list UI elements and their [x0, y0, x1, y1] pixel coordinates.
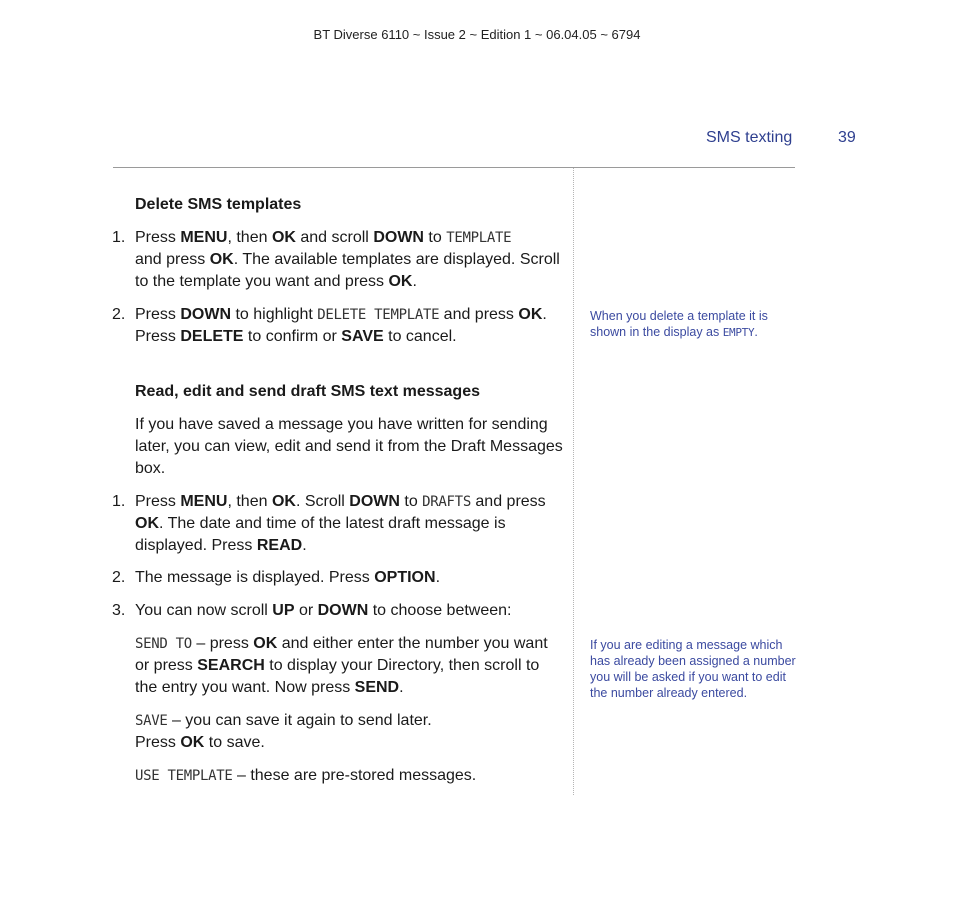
- text: .: [412, 273, 417, 290]
- side-note-editing: If you are editing a message which has already been assigned a number you will be asked if you want to edit the number already entered.: [590, 638, 796, 700]
- text: You can now scroll: [135, 602, 273, 619]
- key-save: SAVE: [341, 328, 384, 345]
- text: and press: [135, 251, 210, 268]
- text: Press: [135, 734, 181, 751]
- display-text: TEMPLATE: [446, 230, 512, 246]
- text: .: [754, 325, 758, 339]
- section-title: SMS texting: [706, 129, 793, 146]
- text: . The date and time of the latest draft message is displayed. Press: [135, 515, 506, 554]
- key-ok: OK: [135, 515, 159, 532]
- text: and press: [439, 306, 519, 323]
- key-read: READ: [256, 537, 303, 554]
- draft-step-1: [112, 491, 565, 557]
- heading-draft-messages: Read, edit and send draft SMS text messages: [135, 383, 480, 400]
- column-divider: [573, 168, 574, 795]
- document-info: BT Diverse 6110 ~ Issue 2 ~ Edition 1 ~ 06.04.05 ~ 6794: [313, 27, 641, 42]
- text: .: [399, 679, 404, 696]
- text: . Press: [135, 306, 547, 345]
- key-down: DOWN: [180, 306, 231, 323]
- side-note-delete: [590, 308, 800, 341]
- option-send-to: [135, 633, 565, 699]
- key-menu: MENU: [180, 493, 228, 510]
- key-up: UP: [272, 602, 295, 619]
- key-ok: OK: [271, 493, 296, 510]
- step-number: 2.: [112, 569, 126, 586]
- key-search: SEARCH: [197, 657, 265, 674]
- option-save: [135, 710, 565, 754]
- key-delete: DELETE: [180, 328, 244, 345]
- step-number: 1.: [112, 493, 126, 510]
- text: . Scroll: [295, 493, 350, 510]
- key-ok: OK: [518, 306, 543, 323]
- text: , then: [227, 229, 272, 246]
- step-number: 1.: [112, 229, 126, 246]
- key-down: DOWN: [349, 493, 400, 510]
- text: Press: [135, 229, 181, 246]
- text: to confirm or: [243, 328, 342, 345]
- text: Press: [135, 493, 181, 510]
- display-text: EMPTY: [722, 326, 755, 339]
- step-number: 2.: [112, 306, 126, 323]
- text: .: [435, 569, 441, 586]
- key-down: DOWN: [373, 229, 424, 246]
- text: .: [302, 537, 307, 554]
- text: – these are pre-stored messages.: [232, 767, 477, 784]
- text: and press: [470, 493, 546, 510]
- key-ok: OK: [271, 229, 296, 246]
- text: to highlight: [231, 306, 318, 323]
- text: . The available templates are displayed. Scroll to the template you want and press: [135, 251, 560, 290]
- display-text: SEND TO: [135, 636, 192, 652]
- text: to save.: [204, 734, 265, 751]
- header-rule: [113, 167, 795, 168]
- text: The message is displayed. Press: [135, 569, 375, 586]
- draft-step-3: [112, 600, 565, 622]
- key-down: DOWN: [317, 602, 369, 619]
- step-number: 3.: [112, 602, 126, 619]
- key-option: OPTION: [374, 569, 436, 586]
- key-ok: OK: [209, 251, 234, 268]
- key-send: SEND: [354, 679, 400, 696]
- text: or: [294, 602, 318, 619]
- heading-delete-templates: Delete SMS templates: [135, 196, 302, 213]
- text: to display your Directory, then scroll to the entry you want. Now press: [135, 657, 540, 696]
- display-text: SAVE: [135, 713, 168, 729]
- text: – press: [191, 635, 254, 652]
- key-ok: OK: [180, 734, 205, 751]
- draft-intro: If you have saved a message you have written for sending later, you can view, edit and send it from the Draft Messages box.: [135, 416, 563, 477]
- key-menu: MENU: [180, 229, 228, 246]
- text: to cancel.: [383, 328, 457, 345]
- text: Press: [135, 306, 181, 323]
- text: – you can save it again to send later.: [167, 712, 432, 729]
- text: and either enter the number you want or press: [135, 635, 548, 674]
- key-ok: OK: [388, 273, 413, 290]
- display-text: USE TEMPLATE: [135, 768, 233, 784]
- display-text: DRAFTS: [422, 494, 471, 510]
- display-text: DELETE TEMPLATE: [317, 307, 440, 323]
- text: to: [423, 229, 447, 246]
- page-number: 39: [838, 129, 856, 146]
- text: When you delete a template it is shown in the display as: [590, 309, 768, 339]
- option-use-template: [135, 765, 565, 787]
- key-ok: OK: [253, 635, 278, 652]
- text: to choose between:: [368, 602, 512, 619]
- draft-step-2: [112, 567, 565, 589]
- delete-step-1: [112, 227, 565, 293]
- text: and scroll: [295, 229, 374, 246]
- delete-step-2: [112, 304, 565, 348]
- text: , then: [227, 493, 272, 510]
- text: to: [399, 493, 423, 510]
